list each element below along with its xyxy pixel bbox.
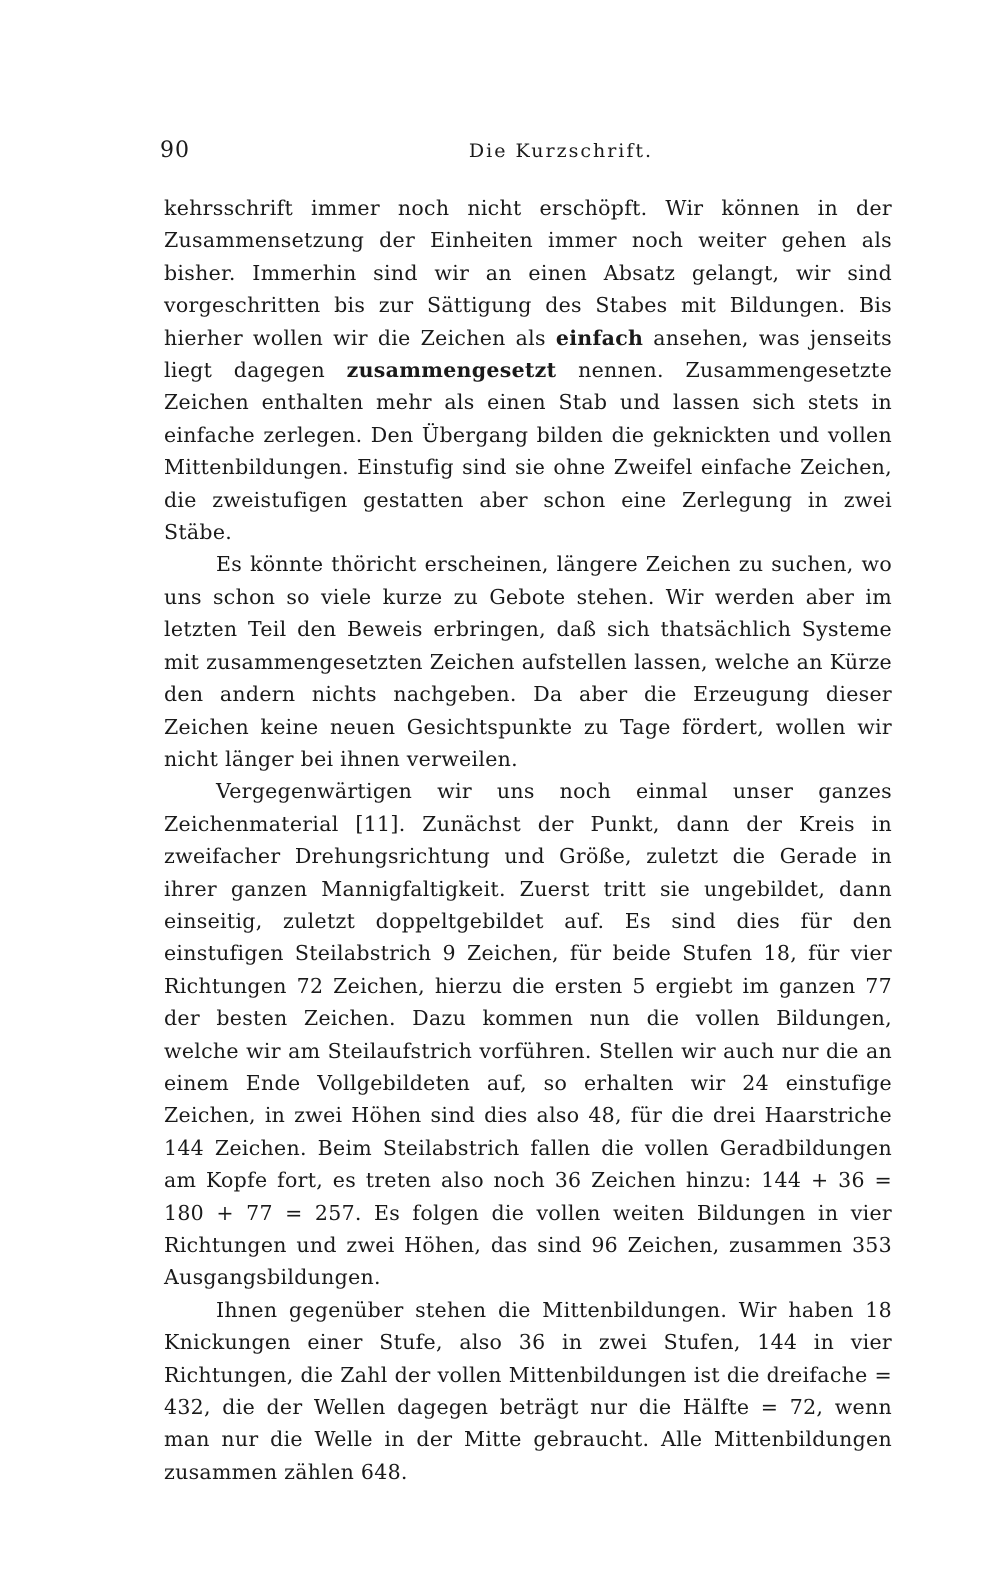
text-segment: ansehen, was jenseits liegt dagegen bbox=[164, 325, 892, 383]
text-segment: Vergegenwärtigen wir uns noch einmal unser ganzes Zeichenmaterial [11]. Zunächst der Punkt, dann der Kreis in zweifacher Drehungsrichtung und Größe, zuletzt die Gerade in ihrer ganzen Mannigfaltigkeit. Zuerst tritt sie ungebildet, dann einseitig, zuletzt doppeltgebildet auf. Es sind dies für den einstufigen Steilabstrich 9 Zeichen, für beide Stufen 18, für vier Richtungen 72 Zeichen, hierzu die ersten 5 ergiebt im ganzen 77 der besten Zeichen. Dazu kommen nun die vollen Bildungen, welche wir am Steilaufstrich vorführen. Stellen wir auch nur die an einem Ende Vollgebildeten auf, so erhalten wir 24 einstufige Zeichen, in zwei Höhen sind dies also 48, für die drei Haarstriche 144 Zeichen. Beim Steilabstrich fallen die vollen Geradbildungen am Kopfe fort, es treten also noch 36 Zeichen hinzu: 144 + 36 = 180 + 77 = 257. Es folgen die vollen weiten Bildungen in vier Richtungen und zwei Höhen, das sind 96 Zeichen, zusammen 353 Ausgangsbildungen. bbox=[164, 779, 892, 1290]
paragraph-2 bbox=[164, 548, 892, 775]
page-number: 90 bbox=[160, 138, 190, 163]
text-segment: Ihnen gegenüber stehen die Mittenbildungen. Wir haben 18 Knickungen einer Stufe, also 36 in zwei Stufen, 144 in vier Richtungen, die Zahl der vollen Mittenbildungen ist die dreifache = 432, die der Wellen dagegen beträgt nur die Hälfte = 72, wenn man nur die Welle in der Mitte gebraucht. Alle Mittenbildungen zusammen zählen 648. bbox=[164, 1297, 892, 1484]
emphasized-word: einfach bbox=[555, 325, 644, 350]
emphasized-word: zusammengesetzt bbox=[346, 358, 557, 383]
text-segment: Es könnte thöricht erscheinen, längere Zeichen zu suchen, wo uns schon so viele kurze zu Gebote stehen. Wir werden aber im letzten Teil den Beweis erbringen, daß sich thatsächlich Systeme mit zusammengesetzten Zeichen aufstellen lassen, welche an Kürze den andern nichts nachgeben. Da aber die Erzeugung dieser Zeichen keine neuen Gesichtspunkte zu Tage fördert, wollen wir nicht länger bei ihnen verweilen. bbox=[164, 552, 892, 771]
paragraph-3 bbox=[164, 775, 892, 1294]
text-segment: nennen. Zusammengesetzte Zeichen enthalten mehr als einen Stab und lassen sich stets in einfache zerlegen. Den Übergang bilden die geknickten und vollen Mittenbildungen. Einstufig sind sie ohne Zweifel einfache Zeichen, die zweistufigen gestatten aber schon eine Zerlegung in zwei Stäbe. bbox=[164, 358, 892, 545]
paragraph-4 bbox=[164, 1294, 892, 1488]
page-header bbox=[160, 138, 892, 178]
text-segment: kehrsschrift immer noch nicht erschöpft. Wir können in der Zusammensetzung der Einheiten immer noch weiter gehen als bisher. Immerhin sind wir an einen Absatz gelangt, wir sind vorgeschritten bis zur Sättigung des Stabes mit Bildungen. Bis hierher wollen wir die Zeichen als bbox=[164, 196, 892, 350]
paragraph-1 bbox=[164, 192, 892, 548]
body-text bbox=[164, 192, 892, 1488]
running-title: Die Kurzschrift. bbox=[468, 140, 654, 162]
